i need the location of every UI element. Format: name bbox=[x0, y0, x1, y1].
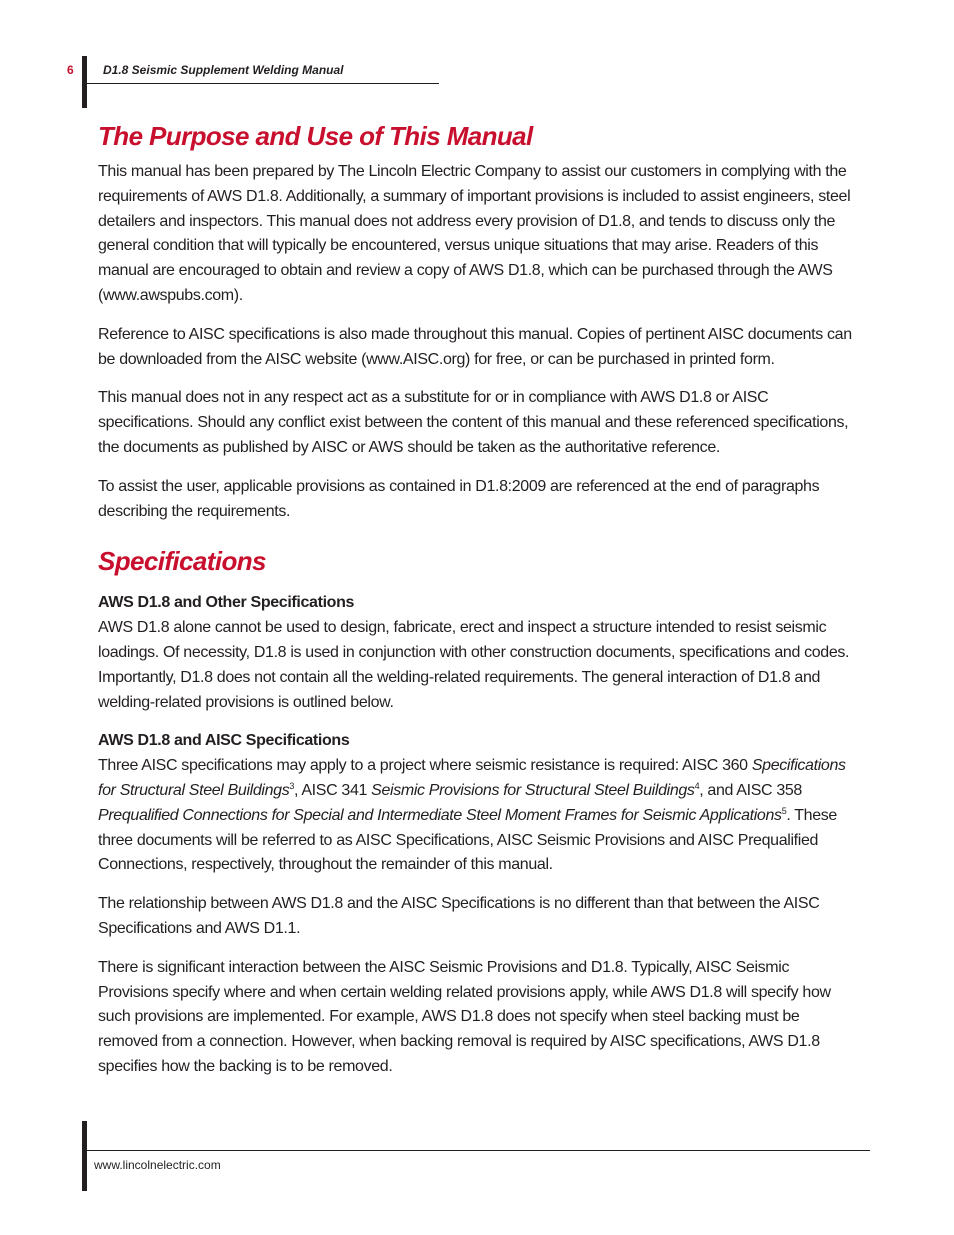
footer-bar bbox=[82, 1121, 87, 1191]
aisc-358-title: Prequalified Connections for Special and Intermediate Steel Moment Frames for Seismic Applications bbox=[98, 806, 782, 824]
purpose-paragraph-1: This manual has been prepared by The Lincoln Electric Company to assist our customers in complying with the requirements of AWS D1.8. Additionally, a summary of important provisions is included to assist engineers, steel detailers and inspectors. This manual does not address every provision of D1.8, and tends to discuss only the general condition that will typically be encountered, versus unique situations that may arise. Readers of this manual are encouraged to obtain and review a copy of AWS D1.8, which can be purchased through the AWS (www.awspubs.com). bbox=[98, 163, 851, 304]
purpose-paragraph-3: This manual does not in any respect act as a substitute for or in compliance with AWS D1.8 or AISC specifications. Should any conflict exist between the content of this manual and these referenced specifications, the documents as published by AISC or AWS should be taken as the authoritative reference. bbox=[98, 389, 849, 456]
main-content bbox=[98, 118, 858, 1094]
aisc-360-title: Specifications for Structural Steel Buildings bbox=[98, 757, 846, 799]
specifications-heading: Specifications bbox=[98, 546, 266, 577]
other-specs-paragraph: AWS D1.8 alone cannot be used to design, fabricate, erect and inspect a structure intended to resist seismic loadings. Of necessity, D1.8 is used in conjunction with other construction documents, specifications and codes. Importantly, D1.8 does not contain all the welding-related requirements. The general interaction of D1.8 and welding-related provisions is outlined below. bbox=[98, 619, 850, 711]
aisc-intro-text-2: , AISC 341 bbox=[294, 781, 372, 799]
aisc-paragraph-3: There is significant interaction between the AISC Seismic Provisions and D1.8. Typically, AISC Seismic Provisions specify where and when certain welding related provisions apply, while AWS D1.8 will specify how such provisions are implemented. For example, AWS D1.8 does not specify when steel backing must be removed from a connection. However, when backing removal is required by AISC specifications, AWS D1.8 specifies how the backing is to be removed. bbox=[98, 958, 831, 1075]
aisc-paragraph-2: The relationship between AWS D1.8 and the AISC Specifications is no different than that between the AISC Specifications and AWS D1.1. bbox=[98, 895, 820, 937]
running-title: D1.8 Seismic Supplement Welding Manual bbox=[103, 63, 344, 77]
purpose-paragraph-2: Reference to AISC specifications is also made throughout this manual. Copies of pertinent AISC documents can be downloaded from the AISC website (www.AISC.org) for free, or can be purchased in printed form. bbox=[98, 325, 852, 368]
aisc-341-title: Seismic Provisions for Structural Steel Buildings bbox=[371, 781, 695, 799]
footnote-ref-5: 5 bbox=[781, 805, 787, 816]
aisc-specs-subheading: AWS D1.8 and AISC Specifications bbox=[98, 732, 350, 750]
page-number: 6 bbox=[67, 63, 74, 77]
aisc-intro-text-3: , and AISC 358 bbox=[699, 781, 802, 799]
footnote-ref-4: 4 bbox=[694, 780, 700, 791]
aisc-intro-text-1: Three AISC specifications may apply to a project where seismic resistance is required: AISC 360 bbox=[98, 757, 752, 775]
purpose-paragraph-4: To assist the user, applicable provisions as contained in D1.8:2009 are referenced at the end of paragraphs describing the requirements. bbox=[98, 477, 820, 520]
footer-url[interactable]: www.lincolnelectric.com bbox=[94, 1158, 221, 1172]
aisc-intro-text-4: . These three documents will be referred to as AISC Specifications, AISC Seismic Provisions and AISC Prequalified Connections, respectively, throughout the remainder of this manual. bbox=[98, 806, 837, 874]
footnote-ref-3: 3 bbox=[289, 780, 295, 791]
header-rule bbox=[82, 83, 439, 84]
header-bar bbox=[82, 56, 87, 108]
other-specs-subheading: AWS D1.8 and Other Specifications bbox=[98, 594, 355, 612]
purpose-heading: The Purpose and Use of This Manual bbox=[98, 121, 533, 151]
aisc-intro-paragraph bbox=[98, 754, 858, 878]
footer-rule bbox=[82, 1150, 870, 1151]
